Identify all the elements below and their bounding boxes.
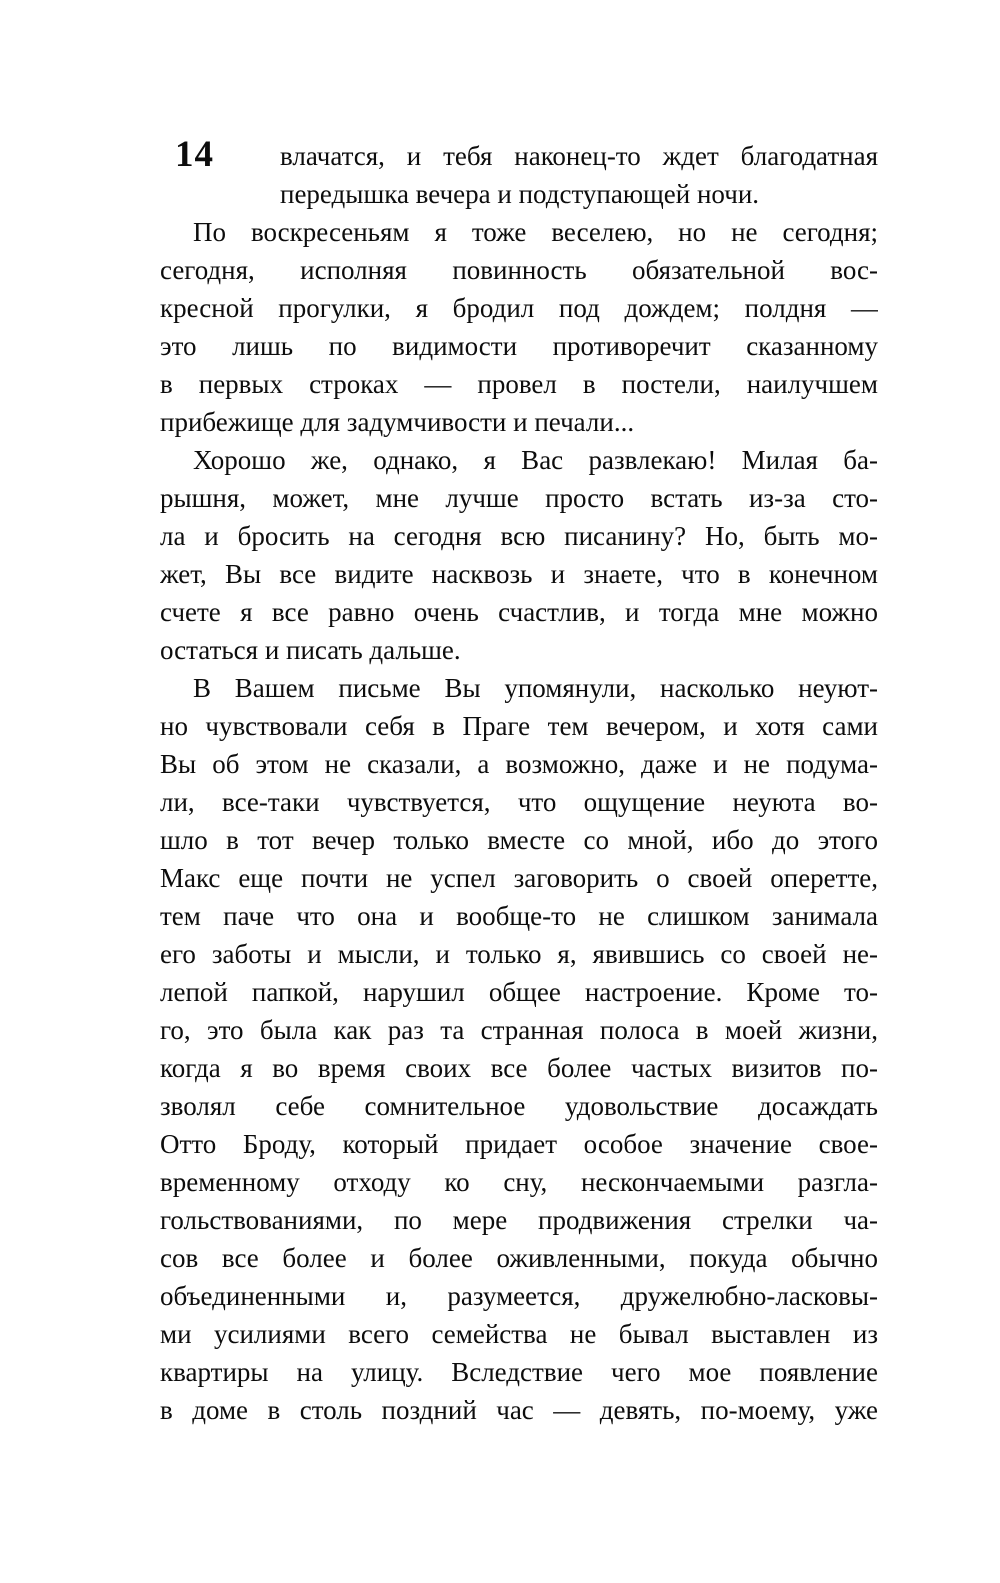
text-line: жет, Вы все видите насквозь и знаете, что в конечном bbox=[160, 559, 878, 589]
text-line: квартиры на улицу. Вследствие чего мое появление bbox=[160, 1357, 878, 1387]
text-line: ли, все-таки чувствуется, что ощущение неуюта во- bbox=[160, 787, 878, 817]
text-line: тем паче что она и вообще-то не слишком занимала bbox=[160, 901, 878, 931]
text-line: прибежище для задумчивости и печали... bbox=[160, 407, 635, 437]
text-line: ла и бросить на сегодня всю писанину? Но, быть мо- bbox=[160, 521, 878, 551]
text-line: остаться и писать дальше. bbox=[160, 635, 461, 665]
text-line: В Вашем письме Вы упомянули, насколько неуют- bbox=[193, 673, 878, 703]
text-line: сов все более и более оживленными, покуда обычно bbox=[160, 1243, 878, 1273]
text-line: но чувствовали себя в Праге тем вечером, и хотя сами bbox=[160, 711, 878, 741]
text-line: временному отходу ко сну, нескончаемыми разгла- bbox=[160, 1167, 878, 1197]
text-line: ми усилиями всего семейства не бывал выставлен из bbox=[160, 1319, 878, 1349]
text-line: в доме в столь поздний час — девять, по-моему, уже bbox=[160, 1395, 878, 1425]
text-line: влачатся, и тебя наконец-то ждет благодатная bbox=[280, 141, 878, 171]
text-line: Вы об этом не сказали, а возможно, даже и не подума- bbox=[160, 749, 878, 779]
text-line: кресной прогулки, я бродил под дождем; полдня — bbox=[160, 293, 878, 323]
text-line: передышка вечера и подступающей ночи. bbox=[280, 179, 760, 209]
text-line: По воскресеньям я тоже веселею, но не сегодня; bbox=[193, 217, 878, 247]
text-line: это лишь по видимости противоречит сказанному bbox=[160, 331, 878, 361]
text-line: зволял себе сомнительное удовольствие досаждать bbox=[160, 1091, 878, 1121]
text-line: когда я во время своих все более частых визитов по- bbox=[160, 1053, 878, 1083]
text-line: лепой папкой, нарушил общее настроение. Кроме то- bbox=[160, 977, 878, 1007]
paragraph bbox=[160, 441, 878, 669]
text-line: шло в тот вечер только вместе со мной, ибо до этого bbox=[160, 825, 878, 855]
text-line: Хорошо же, однако, я Вас развлекаю! Милая ба- bbox=[193, 445, 878, 475]
text-line: его заботы и мысли, и только я, явившись со своей не- bbox=[160, 939, 878, 969]
text-line: сегодня, исполняя повинность обязательной вос- bbox=[160, 255, 878, 285]
text-line: счете я все равно очень счастлив, и тогда мне можно bbox=[160, 597, 878, 627]
page-text bbox=[160, 134, 878, 1429]
text-line: гольствованиями, по мере продвижения стрелки ча- bbox=[160, 1205, 878, 1235]
text-line: в первых строках — провел в постели, наилучшем bbox=[160, 369, 878, 399]
paragraph bbox=[160, 134, 878, 213]
paragraph bbox=[160, 213, 878, 441]
text-line: Отто Броду, который придает особое значение свое- bbox=[160, 1129, 878, 1159]
paragraph bbox=[160, 669, 878, 1429]
text-line: Макс еще почти не успел заговорить о своей оперетте, bbox=[160, 863, 878, 893]
text-line: го, это была как раз та странная полоса в моей жизни, bbox=[160, 1015, 878, 1045]
page-number: 14 bbox=[175, 134, 214, 175]
text-line: объединенными и, разумеется, дружелюбно-ласковы- bbox=[160, 1281, 878, 1311]
text-line: рышня, может, мне лучше просто встать из-за сто- bbox=[160, 483, 878, 513]
